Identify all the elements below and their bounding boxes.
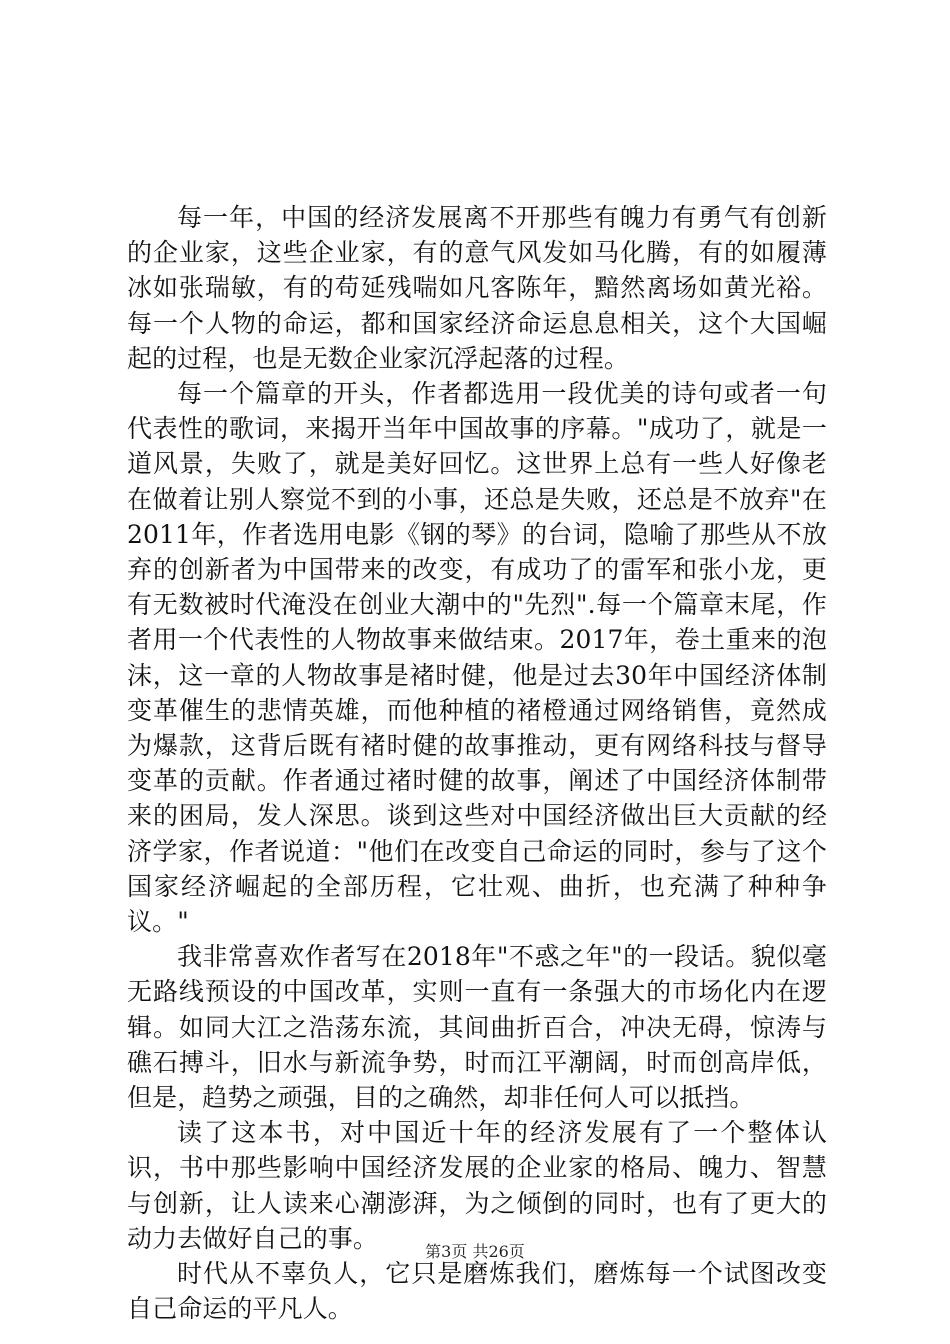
document-body — [127, 200, 827, 1327]
paragraph-4: 读了这本书，对中国近十年的经济发展有了一个整体认识，书中那些影响中国经济发展的企业家的格局、魄力、智慧与创新，让人读来心潮澎湃，为之倾倒的同时，也有了更大的动力去做好自己的事。 — [127, 1118, 827, 1253]
paragraph-3: 我非常喜欢作者写在2018年"不惑之年"的一段话。貌似毫无路线预设的中国改革，实则一直有一条强大的市场化内在逻辑。如同大江之浩荡东流，其间曲折百合，冲决无碍，惊涛与礁石搏斗，旧水与新流争势，时而江平潮阔，时而创高岸低，但是，趋势之顽强，目的之确然，却非任何人可以抵挡。 — [127, 942, 827, 1113]
paragraph-2: 每一个篇章的开头，作者都选用一段优美的诗句或者一句代表性的歌词，来揭开当年中国故事的序幕。"成功了，就是一道风景，失败了，就是美好回忆。这世界上总有一些人好像老在做着让别人察觉不到的小事，还总是失败，还总是不放弃"在2011年，作者选用电影《钢的琴》的台词，隐喻了那些从不放弃的创新者为中国带来的改变，有成功了的雷军和张小龙，更有无数被时代淹没在创业大潮中的"先烈".每一个篇章末尾，作者用一个代表性的人物故事来做结束。2017年，卷土重来的泡沫，这一章的人物故事是褚时健，他是过去30年中国经济体制变革催生的悲情英雄，而他种植的褚橙通过网络销售，竟然成为爆款，这背后既有褚时健的故事推动，更有网络科技与督导变革的贡献。作者通过褚时健的故事，阐述了中国经济体制带来的困局，发人深思。谈到这些对中国经济做出巨大贡献的经济学家，作者说道："他们在改变自己命运的同时，参与了这个国家经济崛起的全部历程，它壮观、曲折，也充满了种种争议。" — [127, 379, 827, 937]
paragraph-5: 时代从不辜负人，它只是磨炼我们，磨炼每一个试图改变自己命运的平凡人。 — [127, 1259, 827, 1324]
page-footer: 第3页 共26页 — [425, 1242, 525, 1261]
paragraph-1: 每一年，中国的经济发展离不开那些有魄力有勇气有创新的企业家，这些企业家，有的意气风发如马化腾，有的如履薄冰如张瑞敏，有的苟延残喘如凡客陈年，黯然离场如黄光裕。每一个人物的命运，都和国家经济命运息息相关，这个大国崛起的过程，也是无数企业家沉浮起落的过程。 — [127, 203, 827, 373]
